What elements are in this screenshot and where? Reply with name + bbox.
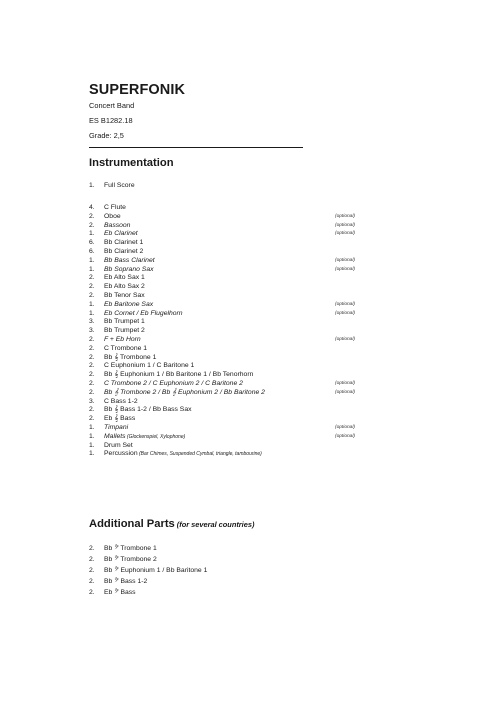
part-count: 2.: [89, 344, 95, 352]
instrument-row: [0, 388, 495, 397]
optional-label: (optional): [335, 381, 355, 386]
instrument-row: [0, 405, 495, 414]
instrument-name: Eb 𝄢 Bass: [104, 589, 136, 596]
instrument-name-text: Oboe: [104, 212, 121, 220]
part-count: 2.: [89, 221, 95, 229]
instrument-row: [0, 353, 495, 362]
instrument-name-text: Timpani: [104, 424, 129, 431]
instrument-name: [104, 247, 143, 256]
ensemble-type: Concert Band: [89, 101, 135, 110]
instrument-name: [104, 265, 154, 274]
instrument-name: [104, 273, 145, 282]
instrument-row: [0, 247, 495, 256]
part-count: 2.: [89, 283, 95, 291]
instrument-row: [0, 256, 495, 265]
instrument-name-text: Eb Alto Sax 2: [104, 283, 145, 291]
part-count: 1.: [89, 256, 95, 264]
part-count: 2.: [89, 567, 95, 574]
part-count: 2.: [89, 545, 95, 552]
catalog-number: ES B1282.18: [89, 116, 133, 125]
instrument-note: (Glockenspiel, Xylophone): [125, 433, 186, 440]
instrument-row: [0, 397, 495, 406]
instrument-row: [0, 291, 495, 300]
part-count: 1.: [89, 432, 95, 440]
part-count: 2.: [89, 556, 95, 563]
instrument-name: [104, 353, 156, 362]
instrument-name-text: Bb Tenor Sax: [104, 292, 145, 299]
instrument-name-text: Mallets: [104, 432, 126, 440]
optional-label: (optional): [335, 301, 355, 307]
instrument-row: [0, 379, 495, 388]
instrument-name: [104, 181, 135, 190]
instrument-name: [104, 300, 153, 309]
part-count: 1.: [89, 300, 95, 308]
optional-label: (optional): [335, 433, 355, 439]
optional-label: (optional): [335, 257, 355, 263]
additional-part-row: [0, 588, 495, 597]
additional-parts-subheading: (for several countries): [176, 520, 255, 529]
instrument-name-text: F + Eb Horn: [104, 336, 141, 343]
instrument-name: [104, 309, 183, 318]
instrument-name: [104, 361, 194, 370]
optional-label: (optional): [335, 425, 355, 430]
optional-label: (optional): [335, 266, 355, 272]
instrument-name-text: C Bass 1-2: [104, 397, 138, 405]
instrument-row: [0, 221, 495, 230]
instrument-row: [0, 344, 495, 353]
part-count: 2.: [89, 336, 95, 343]
instrument-name-text: C Flute: [104, 204, 126, 211]
optional-label: (optional): [335, 337, 355, 342]
part-count: 1.: [89, 309, 95, 317]
part-count: 2.: [89, 589, 95, 596]
part-count: 6.: [89, 248, 95, 255]
instrument-name-text: Bb Trumpet 2: [104, 327, 145, 335]
part-count: 2.: [89, 292, 95, 299]
instrument-name-text: Bassoon: [104, 221, 131, 229]
instrument-name-text: Percussion: [104, 450, 138, 458]
optional-label: (optional): [335, 231, 355, 237]
optional-label: (optional): [335, 389, 355, 395]
instrument-name-text: C Trombone 2 / C Euphonium 2 / C Baritone 2: [104, 380, 243, 387]
part-count: 1.: [89, 265, 95, 273]
instrument-name: [104, 344, 147, 353]
instrument-name: Bb 𝄢 Trombone 1: [104, 545, 157, 552]
instrument-row: [0, 370, 495, 379]
instrument-row: [0, 441, 495, 450]
instrument-name: [104, 221, 130, 230]
part-count: 6.: [89, 239, 95, 247]
instrument-name: [104, 282, 145, 291]
piece-title: SUPERFONIK: [89, 82, 186, 98]
title-divider: [89, 147, 303, 148]
part-count: 3.: [89, 327, 95, 335]
instrument-row: [0, 326, 495, 335]
instrument-row: [0, 300, 495, 309]
instrument-name-text: Eb Baritone Sax: [104, 300, 154, 308]
part-count: 4.: [89, 204, 95, 211]
additional-part-row: [0, 566, 495, 575]
instrument-name: [104, 414, 135, 423]
instrument-row: [0, 203, 495, 212]
instrument-row: [0, 449, 495, 458]
instrument-name-text: Bb Clarinet 2: [104, 248, 144, 255]
part-count: 2.: [89, 371, 95, 379]
instrument-row: [0, 423, 495, 432]
instrument-name-text: Bb 𝄞 Bass 1-2 / Bb Bass Sax: [104, 406, 192, 414]
instrument-name-text: Bb Soprano Sax: [104, 265, 154, 273]
additional-part-row: [0, 555, 495, 564]
additional-part-row: [0, 577, 495, 586]
instrument-row: [0, 212, 495, 221]
instrument-name: Bb 𝄢 Euphonium 1 / Bb Baritone 1: [104, 567, 208, 574]
optional-label: (optional): [335, 222, 355, 228]
part-count: 1.: [89, 424, 95, 431]
additional-parts-title: Additional Parts: [89, 518, 175, 530]
instrument-name-text: Full Score: [104, 182, 135, 189]
part-count: 3.: [89, 318, 95, 326]
instrument-name-text: Bb 𝄞 Trombone 2 / Bb 𝄞 Euphonium 2 / Bb Baritone 2: [104, 388, 265, 396]
instrument-name-text: Bb 𝄞 Trombone 1: [104, 353, 157, 361]
part-count: 2.: [89, 388, 95, 396]
instrument-name-text: Bb Bass Clarinet: [104, 256, 155, 264]
instrument-name: [104, 335, 141, 344]
instrument-row: [0, 414, 495, 423]
part-count: 2.: [89, 212, 95, 220]
instrument-name: [104, 379, 243, 388]
part-count: 2.: [89, 274, 95, 282]
part-count: 3.: [89, 397, 95, 405]
instrument-row: [0, 273, 495, 282]
instrument-row: [0, 361, 495, 370]
grade-level: Grade: 2,5: [89, 131, 124, 140]
part-count: 2.: [89, 578, 95, 585]
instrument-row: [0, 282, 495, 291]
instrument-name: [104, 212, 121, 221]
instrument-name: [104, 291, 145, 300]
additional-part-row: [0, 544, 495, 553]
instrument-name: [104, 423, 128, 432]
instrument-name: [104, 229, 138, 238]
instrument-name: [104, 203, 126, 212]
optional-label: (optional): [335, 310, 355, 316]
instrument-row: [0, 335, 495, 344]
instrument-name-text: C Trombone 1: [104, 344, 148, 352]
instrument-name: Bb 𝄢 Trombone 2: [104, 556, 157, 563]
part-count: 1.: [89, 441, 95, 449]
optional-label: (optional): [335, 213, 355, 219]
instrument-name: [104, 397, 138, 406]
instrument-row: [0, 265, 495, 274]
instrument-row: [0, 432, 495, 441]
instrumentation-heading: Instrumentation: [89, 157, 174, 169]
part-count: 2.: [89, 406, 95, 414]
instrument-row: [0, 229, 495, 238]
instrument-name-text: C Euphonium 1 / C Baritone 1: [104, 362, 195, 370]
part-count: 2.: [89, 353, 95, 361]
instrument-name: [104, 405, 192, 414]
instrument-name-text: Bb Trumpet 1: [104, 318, 145, 326]
instrument-name: [104, 256, 155, 265]
instrument-name: [104, 449, 262, 459]
instrument-name: [104, 370, 253, 379]
part-count: 1.: [89, 450, 95, 458]
instrument-name: [104, 238, 143, 247]
instrument-name-text: Drum Set: [104, 441, 133, 449]
instrument-name-text: Eb Cornet / Eb Flugelhorn: [104, 309, 183, 317]
instrument-name-text: Eb Alto Sax 1: [104, 274, 145, 282]
part-count: 2.: [89, 362, 95, 370]
instrument-name-text: Eb Clarinet: [104, 230, 138, 238]
instrument-name: [104, 317, 145, 326]
instrument-row: [0, 181, 495, 190]
instrument-name: [104, 326, 145, 335]
part-count: 2.: [89, 415, 95, 423]
part-count: 1.: [89, 182, 95, 189]
part-count: 2.: [89, 380, 95, 387]
part-count: 1.: [89, 230, 95, 238]
instrument-name-text: Bb Clarinet 1: [104, 239, 144, 247]
instrument-row: [0, 317, 495, 326]
instrument-name: [104, 388, 265, 397]
instrument-name: Bb 𝄢 Bass 1-2: [104, 578, 148, 585]
instrument-row: [0, 309, 495, 318]
instrument-row: [0, 238, 495, 247]
instrument-name-text: Eb 𝄞 Bass: [104, 415, 136, 423]
instrument-note: (Bar Chimes, Suspended Cymbal, triangle, tambourine): [137, 451, 262, 458]
additional-parts-heading: [89, 518, 254, 531]
instrument-name-text: Bb 𝄞 Euphonium 1 / Bb Baritone 1 / Bb Tenorhorn: [104, 371, 254, 379]
instrument-name: [104, 441, 133, 450]
